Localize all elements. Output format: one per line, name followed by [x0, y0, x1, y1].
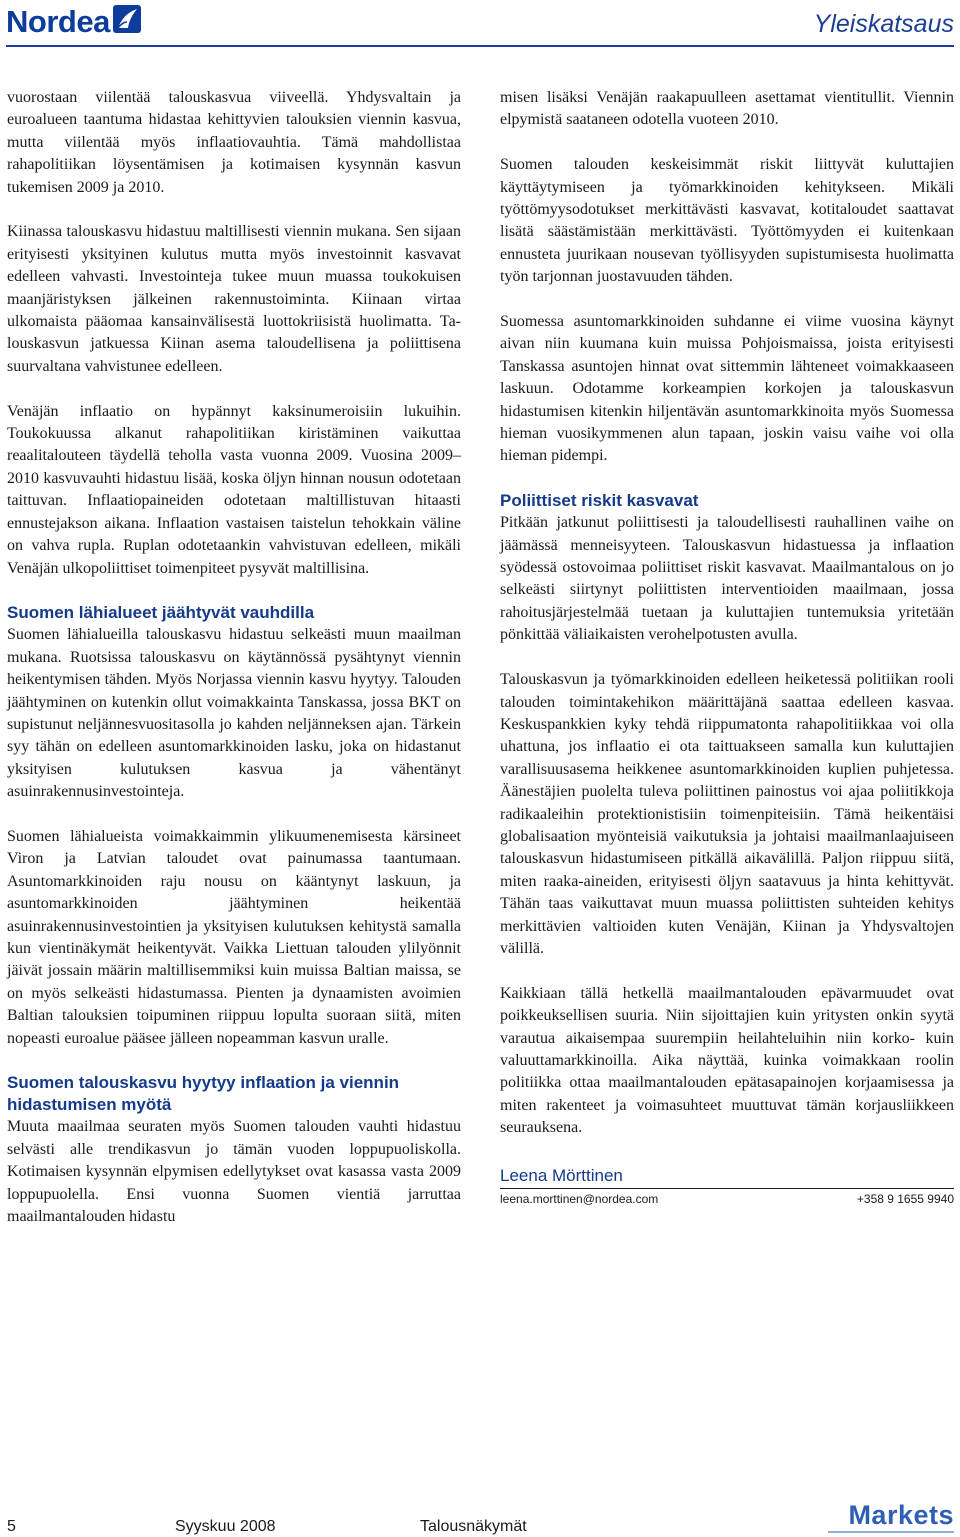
paragraph: Suomen lähialueista voimakkaimmin ylikuumenemisesta kärsineet Viron ja Latvian taloudet ovat painumassa taantumaan. Asuntomarkkinoiden raju nousu on kääntynyt laskuun, ja asuntomarkkinoiden jäähtyminen heikentää asuinrakennusinvestointien ja yksityisen kulutuksen kehitystä samalla kun vientinäkymät heikentyvät. Vaikka Liettuan talouden ylilyönnit jäivät jossain määrin maltillisemmiksi kuin muissa Baltian maissa, se on myös selkeästi hidastumassa. Pienten ja dynaamisten avoimien Baltian talouksien toipuminen riippuu lopulta suoraan siitä, miten nopeasti euroalue pääsee jälleen nopeamman kasvun uralle. — [7, 827, 461, 1047]
paragraph: Kiinassa talouskasvu hidastuu maltillisesti viennin mukana. Sen sijaan erityisesti yksityinen kulutus mutta myös investoinnit kasvavat edelleen vahvasti. Investointeja tukee muun muassa toukokuisen maanjäristyksen jälkeinen rakennustoiminta. Kiinaan virtaa ulkomaista pääomaa kansainvälisestä luottokriisistä huolimatta. Talouskasvun jatkuessa Kiinan asema taloudellisena ja poliittisena suurvaltana vahvistunee edelleen. — [7, 223, 461, 375]
paragraph: Talouskasvun ja työmarkkinoiden edelleen heiketessä politiikan rooli talouden toimintakehikon määrittäjänä saattaa edelleen kasvaa. Keskuspankkien kyky tehdä riippumatonta rahapolitiikkaa voi olla uhattuna, jos inflaatio ei ota taittuakseen samalla kun kuluttajien varallisuusasema heikkenee asuntomarkkinoiden kuplien puhjetessa. Äänestäjien puolelta tuleva poliittinen painostus voi ajaa poliitikkoja radikaaleihin protektionistisiin toimenpiteisiin. Tämä heikentäisi globalisaation myönteisiä vaikutuksia ja johtaisi maailmanlaajuiseen talouskasvun hidastumiseen pitkällä aikavälillä. Paljon riippuu siitä, miten raaka-aineiden, erityisesti öljyn saatavuus ja hinta kehittyvät. Tähän taas vaikuttavat muun muassa poliittisten suhteiden kehitys merkittävien valtioiden kuten Venäjän, Kiinan ja Yhdysvaltojen välillä. — [500, 671, 954, 957]
paragraph: Suomen lähialueilla talouskasvu hidastuu selkeästi muun maailman mukana. Ruotsissa talouskasvu on käytännössä pysähtynyt viennin heikentymisen tähden. Myös Norjassa viennin kasvu hyytyy. Talouden jäähtyminen on kutenkin ollut voimakkainta Tanskassa, jossa BKT on supistunut neljännesvuositasolla jo kahden neljänneksen ajan. Tärkein syy tähän on edelleen asuntomarkkinoiden lasku, joka on hidastanut yksityisen kulutuksen kasvua ja vähentänyt asuinrakennusinvestointeja. — [7, 626, 461, 801]
paragraph: misen lisäksi Venäjän raakapuulleen asettamat vientitullit. Viennin elpymistä saataneen odotella vuoteen 2010. — [500, 89, 954, 129]
author-divider — [500, 1188, 954, 1189]
page-number: 5 — [7, 1518, 16, 1535]
markets-logo: Markets — [848, 1500, 954, 1530]
section-heading: Poliittiset riskit kasvavat — [500, 491, 699, 511]
nordea-logo — [6, 4, 142, 40]
paragraph: Suomessa asuntomarkkinoiden suhdanne ei viime vuosina käynyt aivan niin kuumana kuin muissa Pohjoismaissa, joista erityisesti Tanskassa asuntojen hinnat ovat sittemmin lähteneet voimakkaaseen laskuun. Odotamme korkeampien korkojen ja talouskasvun hidastumisen kitenkin hiljentävän asuntomarkkinoita myös Suomessa hieman vuosikymmenen alun tapaan, joskin vaisu vaihe voi olla hieman pidempi. — [500, 313, 954, 465]
nordea-sail-icon — [112, 4, 142, 34]
section-heading: Suomen lähialueet jäähtyvät vauhdilla — [7, 603, 315, 623]
author-phone: +358 9 1655 9940 — [856, 1191, 954, 1206]
paragraph: vuorostaan viilentää talouskasvua viiveellä. Yhdysvaltain ja euroalueen taantuma hidastaa kehittyvien talouksien viennin kasvua, mutta viilentää myös inflaatiovauhtia. Tämä mahdollistaa rahapolitiikan löysentämisen ja kotimaisen kysynnän kasvun tukemisen 2009 ja 2010. — [7, 89, 461, 196]
markets-underline — [828, 1531, 954, 1533]
section-heading: Suomen talouskasvu hyytyy inflaation ja viennin hidastumisen myötä — [7, 1073, 400, 1115]
footer-date: Syyskuu 2008 — [175, 1518, 276, 1535]
footer-publication: Talousnäkymät — [420, 1518, 527, 1535]
page-header — [0, 0, 960, 72]
paragraph: Kaikkiaan tällä hetkellä maailmantalouden epävarmuudet ovat poikkeuksellisen suuria. Niin sijoittajien kuin yritysten onkin syytä varautua aikaisempaa suurempiin heilahteluihin niin korko- kuin valuuttamarkkinoilla. Aika näyttää, kuinka voimakkaan roolin politiikka ottaa maailmantalouden epätasapainojen korjaamisessa ja miten rakenteet ja voimasuhteet muuttuvat tämän korjausliikkeen seurauksena. — [500, 984, 954, 1137]
page-footer — [0, 1500, 960, 1537]
author-name: Leena Mörttinen — [500, 1165, 623, 1185]
left-column — [7, 87, 461, 1228]
right-column — [500, 87, 954, 1207]
paragraph: Suomen talouden keskeisimmät riskit liittyvät kuluttajien käyttäytymiseen ja työmarkkinoiden kehitykseen. Mikäli työttömyysodotukset merkittävästi kasvavat, kotitaloudet saattavat lisätä säästämistään merkittävästi. Työttömyyden ei kuitenkaan ennusteta juurikaan nousevan työllisyyden supistumisesta huolimatta työn tarjonnan juostavuuden tähden. — [500, 156, 954, 286]
logo-text: Nordea — [6, 4, 110, 39]
author-contact — [500, 1191, 954, 1207]
paragraph: Venäjän inflaatio on hypännyt kaksinumeroisiin lukuihin. Toukokuussa alkanut rahapolitiikan kiristäminen vaikuttaa reaalitalouteen täydellä teholla vasta vuonna 2009. Vuosina 2009–2010 kasvuvauhti hidastuu lisää, koska öljyn hinnan nousun odotetaan taittuvan. Inflaatiopaineiden odotetaan maltillistuvan hitaasti ennustejakson aikana. Inflaation vastaisen taistelun tehokkain väline on vahva rupla. Ruplan odotetaankin vahvistuvan edelleen, mikäli Venäjän ulkopoliittiset toimenpiteet pysyvät maltillisina. — [7, 402, 461, 577]
paragraph: Muuta maailmaa seuraten myös Suomen talouden vauhti hidastuu selvästi alle trendikasvun jo tämän vuoden loppupuoliskolla. Kotimaisen kysynnän elpymisen edellytykset ovat kasassa vasta 2009 loppupuolella. Ensi vuonna Suomen vientiä jarruttaa maailmantalouden hidastu — [7, 1118, 461, 1226]
author-email[interactable]: leena.morttinen@nordea.com — [500, 1191, 659, 1206]
header-divider — [6, 45, 954, 47]
paragraph: Pitkään jatkunut poliittisesti ja taloudellisesti rauhallinen vaihe on jäämässä menneisyyteen. Talouskasvun hidastuessa ja inflaation syödessä ostovoimaa poliittiset riskit kasvavat. Maailmantalous on jo selkeästi siirtynyt poliittisten interventioiden maailmaan, jossa rahoitusjärjestelmää tuetaan ja kuluttajien tuntemuksia yritetään pönkittää väliaikaisten verohelpotusten avulla. — [500, 514, 954, 644]
section-title: Yleiskatsaus — [813, 10, 954, 38]
